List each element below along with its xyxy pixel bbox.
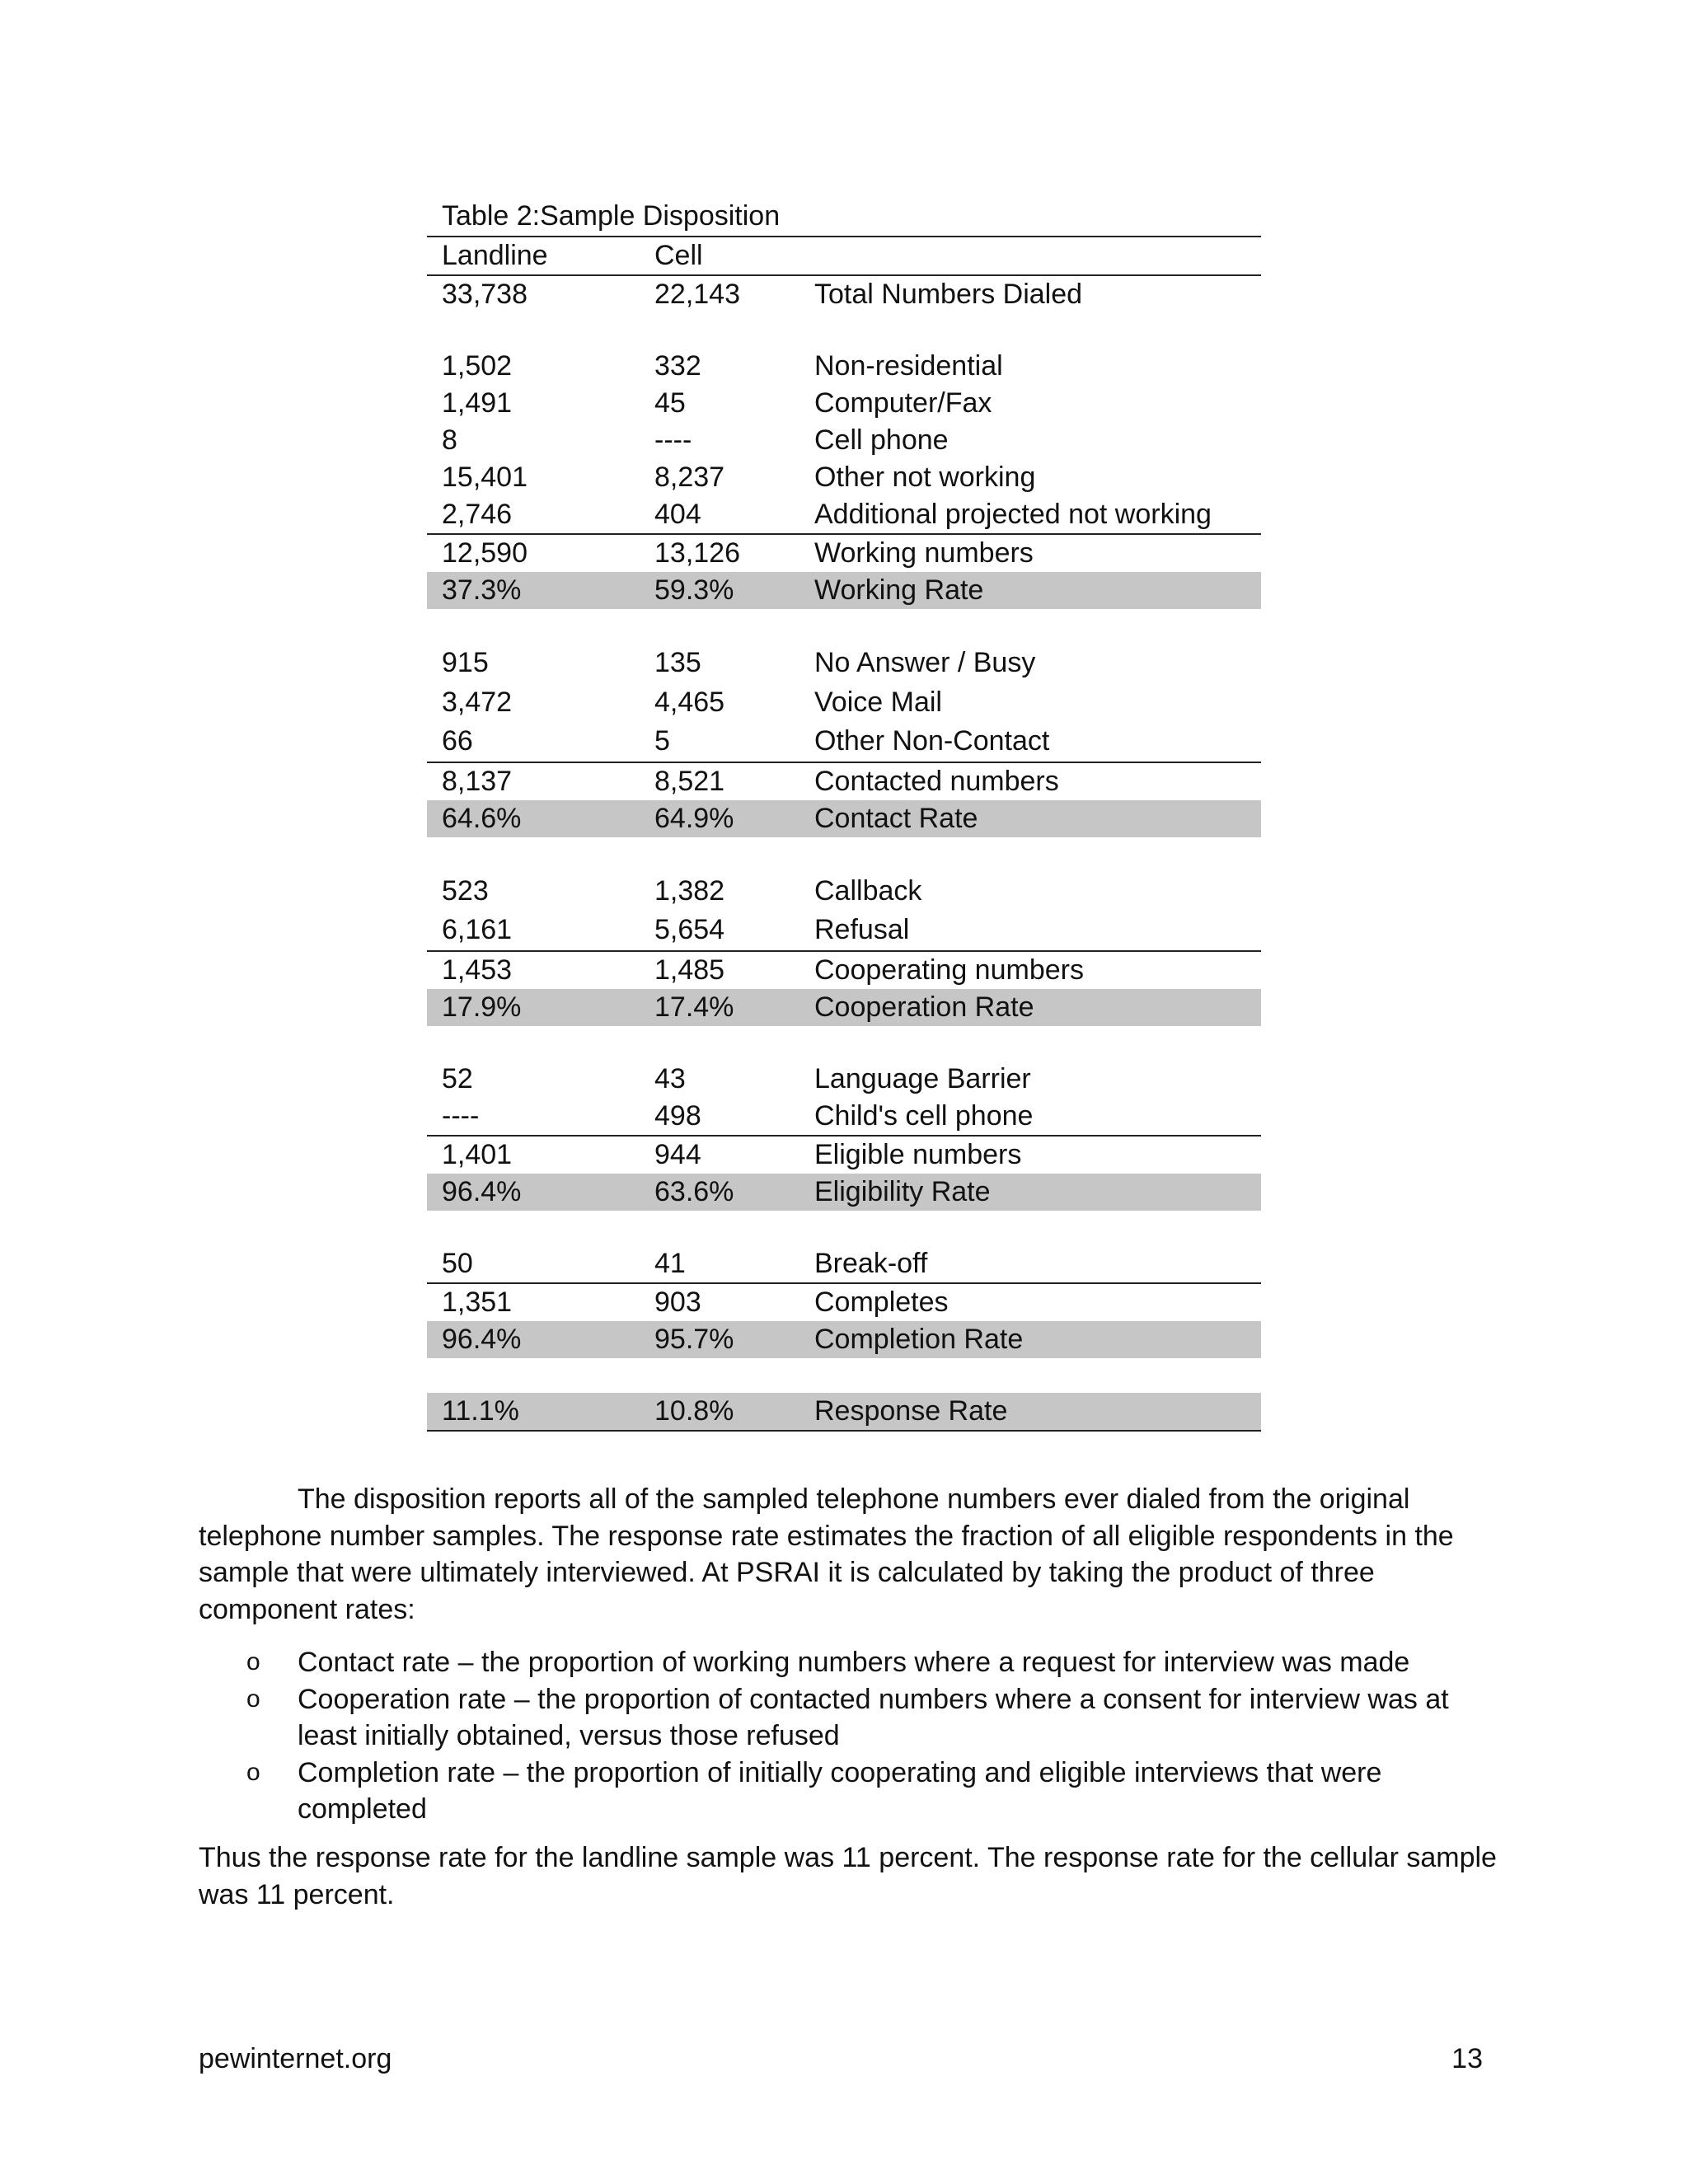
cell-value: 5,654: [654, 914, 725, 945]
row-label: Contact Rate: [814, 802, 978, 834]
landline-value: 2,746: [442, 499, 513, 530]
table-row: [427, 683, 1261, 723]
cell-value: 8,237: [654, 462, 725, 493]
row-label: Cooperation Rate: [814, 991, 1034, 1023]
row-label: Cell phone: [814, 424, 949, 456]
row-label: Eligible numbers: [814, 1138, 1022, 1170]
body-paragraph-disposition: The disposition reports all of the sampled telephone numbers ever dialed from the original telephone number samples. The response rate estimates the fraction of all eligible respondents in the sample that were ultimately interviewed. At PSRAI it is calculated by taking the product of three component rates:: [199, 1483, 1454, 1625]
cell-value: 22,143: [654, 279, 740, 310]
table-spacer: [427, 1026, 1261, 1061]
component-rates-list: [199, 1644, 1501, 1828]
table-row: [427, 1284, 1261, 1321]
table-spacer: [427, 1211, 1261, 1245]
list-item: [199, 1755, 1501, 1828]
table-row: [427, 1245, 1261, 1284]
landline-value: 96.4%: [442, 1323, 522, 1355]
landline-value: 915: [442, 647, 489, 678]
landline-value: 33,738: [442, 279, 528, 310]
table-row: [427, 276, 1261, 313]
cell-value: 45: [654, 387, 686, 419]
list-item-text: Cooperation rate – the proportion of contacted numbers where a consent for interview was at least initially obtained, versus those refused: [298, 1683, 1449, 1751]
table-header-row: [427, 237, 1261, 276]
sample-disposition-table: [427, 196, 1261, 1432]
table-row: [427, 459, 1261, 496]
cell-value: 63.6%: [654, 1175, 734, 1207]
column-header-cell: Cell: [654, 240, 703, 271]
table-row: [427, 1061, 1261, 1098]
cell-value: 43: [654, 1062, 686, 1094]
row-label: Refusal: [814, 914, 910, 945]
row-label: Total Numbers Dialed: [814, 279, 1083, 310]
landline-value: 1,453: [442, 954, 513, 986]
footer-page-number: 13: [1451, 2043, 1483, 2074]
landline-value: 1,351: [442, 1286, 513, 1318]
row-label: Voice Mail: [814, 686, 942, 718]
row-label: Working Rate: [814, 574, 984, 606]
landline-value: ----: [442, 1099, 480, 1132]
landline-value: 1,491: [442, 387, 513, 419]
landline-value: 3,472: [442, 686, 513, 718]
landline-value: 12,590: [442, 537, 528, 569]
table-row: [427, 1137, 1261, 1174]
cell-value: 13,126: [654, 537, 740, 569]
column-header-landline: Landline: [442, 240, 548, 271]
landline-value: 96.4%: [442, 1175, 522, 1207]
cell-value: 41: [654, 1247, 686, 1279]
landline-value: 50: [442, 1247, 473, 1279]
list-item-text: Contact rate – the proportion of working numbers where a request for interview was made: [298, 1647, 1410, 1678]
landline-value: 66: [442, 725, 473, 757]
row-label: Contacted numbers: [814, 765, 1059, 797]
row-label: Additional projected not working: [814, 499, 1212, 530]
cell-value: 498: [654, 1099, 701, 1132]
row-label: Child's cell phone: [814, 1099, 1034, 1132]
cell-value: 8,521: [654, 765, 725, 797]
list-item: [199, 1681, 1501, 1755]
row-label: Eligibility Rate: [814, 1175, 991, 1207]
row-label: Working numbers: [814, 537, 1034, 569]
row-label: Other not working: [814, 462, 1036, 493]
cell-value: 1,485: [654, 954, 725, 986]
table-row: [427, 422, 1261, 459]
landline-value: 523: [442, 874, 489, 907]
rate-row-cooperation: [427, 989, 1261, 1026]
table-row: [427, 496, 1261, 535]
table-row: [427, 1098, 1261, 1137]
landline-value: 37.3%: [442, 574, 522, 606]
table-row: [427, 385, 1261, 422]
table-row: [427, 348, 1261, 385]
row-label: Computer/Fax: [814, 387, 992, 419]
landline-value: 6,161: [442, 914, 513, 945]
table-row: [427, 763, 1261, 800]
cell-value: 95.7%: [654, 1323, 734, 1355]
row-label: Cooperating numbers: [814, 954, 1084, 986]
landline-value: 17.9%: [442, 991, 522, 1023]
rate-row-working: [427, 572, 1261, 609]
cell-value: 944: [654, 1138, 701, 1170]
cell-value: 404: [654, 499, 701, 530]
cell-value: 135: [654, 647, 701, 678]
list-item-text: Completion rate – the proportion of initially cooperating and eligible interviews that were completed: [298, 1756, 1382, 1825]
landline-value: 1,401: [442, 1138, 513, 1170]
row-label: Response Rate: [814, 1394, 1008, 1427]
row-label: Language Barrier: [814, 1062, 1031, 1094]
rate-row-contact: [427, 800, 1261, 837]
rate-row-completion: [427, 1321, 1261, 1358]
table-row: [427, 952, 1261, 989]
cell-value: 64.9%: [654, 802, 734, 834]
body-paragraph-conclusion: Thus the response rate for the landline sample was 11 percent. The response rate for the cellular sample was 11 percent.: [199, 1842, 1497, 1910]
row-label: Non-residential: [814, 350, 1003, 382]
row-label: No Answer / Busy: [814, 647, 1036, 678]
row-label: Completes: [814, 1286, 949, 1318]
table-row: [427, 722, 1261, 763]
list-item: [199, 1644, 1501, 1681]
table-caption: Table 2:Sample Disposition: [427, 196, 1261, 237]
row-label: Break-off: [814, 1247, 928, 1279]
cell-value: ----: [654, 424, 692, 456]
bullet-marker: o: [246, 1685, 260, 1713]
footer-site: pewinternet.org: [199, 2043, 392, 2074]
table-spacer: [427, 1358, 1261, 1393]
cell-value: 59.3%: [654, 574, 734, 606]
rate-row-response: [427, 1393, 1261, 1432]
cell-value: 903: [654, 1286, 701, 1318]
table-spacer: [427, 837, 1261, 872]
rate-row-eligibility: [427, 1174, 1261, 1211]
table-row: [427, 644, 1261, 683]
cell-value: 17.4%: [654, 991, 734, 1023]
landline-value: 1,502: [442, 350, 513, 382]
cell-value: 332: [654, 350, 701, 382]
landline-value: 52: [442, 1062, 473, 1094]
row-label: Callback: [814, 874, 922, 907]
cell-value: 10.8%: [654, 1394, 734, 1427]
landline-value: 15,401: [442, 462, 528, 493]
bullet-marker: o: [246, 1758, 260, 1786]
table-row: [427, 872, 1261, 912]
landline-value: 8,137: [442, 765, 513, 797]
cell-value: 1,382: [654, 874, 725, 907]
landline-value: 64.6%: [442, 802, 522, 834]
landline-value: 11.1%: [442, 1394, 519, 1427]
landline-value: 8: [442, 424, 457, 456]
row-label: Completion Rate: [814, 1323, 1024, 1355]
table-spacer: [427, 313, 1261, 348]
bullet-marker: o: [246, 1648, 260, 1675]
table-row: [427, 911, 1261, 952]
cell-value: 5: [654, 725, 670, 757]
table-spacer: [427, 609, 1261, 644]
cell-value: 4,465: [654, 686, 725, 718]
row-label: Other Non-Contact: [814, 725, 1050, 757]
table-row: [427, 535, 1261, 572]
